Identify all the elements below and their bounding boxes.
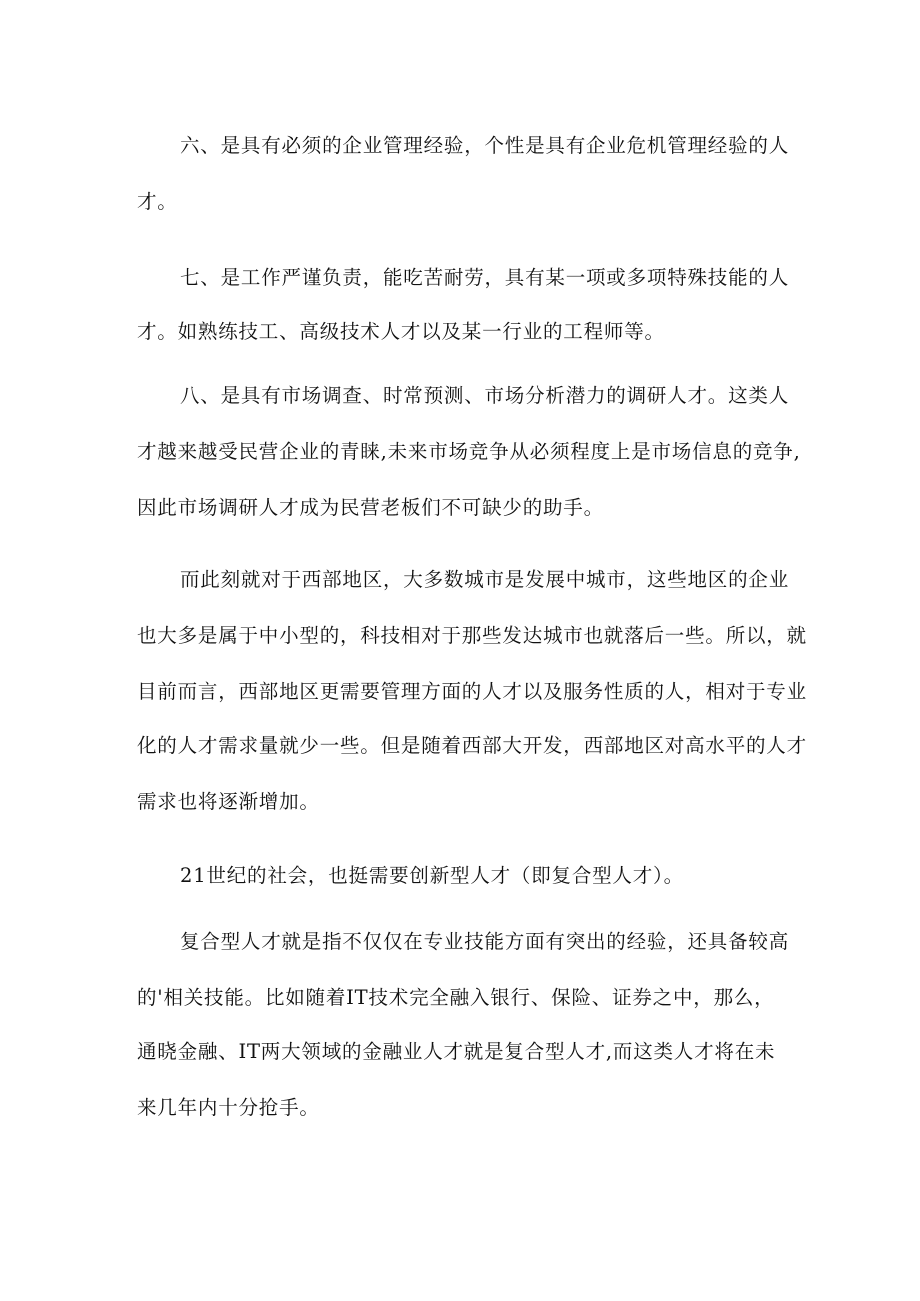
paragraph-line: 来几年内十分抢手。 — [137, 1096, 320, 1119]
paragraph-line: 需求也将逐渐增加。 — [137, 790, 320, 813]
paragraph-line: 21世纪的社会，也挺需要创新型人才（即复合型人才）。 — [180, 864, 684, 887]
paragraph-line: 而此刻就对于西部地区，大多数城市是发展中城市，这些地区的企业 — [180, 568, 790, 591]
paragraph-line: 通晓金融、IT两大领域的金融业人才就是复合型人才,而这类人才将在未 — [137, 1040, 776, 1063]
paragraph-line: 因此市场调研人才成为民营老板们不可缺少的助手。 — [137, 496, 604, 519]
paragraph-line: 才。 — [137, 190, 178, 213]
paragraph-line: 目前而言，西部地区更需要管理方面的人才以及服务性质的人，相对于专业 — [137, 680, 807, 703]
paragraph-line: 才。如熟练技工、高级技术人才以及某一行业的工程师等。 — [137, 320, 665, 343]
paragraph-line: 化的人才需求量就少一些。但是随着西部大开发，西部地区对高水平的人才 — [137, 734, 807, 757]
paragraph-line: 八、是具有市场调查、时常预测、市场分析潜力的调研人才。这类人 — [180, 384, 790, 407]
paragraph-line: 六、是具有必须的企业管理经验，个性是具有企业危机管理经验的人 — [180, 134, 790, 157]
paragraph-line: 的'相关技能。比如随着IT技术完全融入银行、保险、证券之中，那么， — [137, 986, 775, 1009]
paragraph-line: 复合型人才就是指不仅仅在专业技能方面有突出的经验，还具备较高 — [180, 930, 790, 953]
paragraph-line: 才越来越受民营企业的青睐,未来市场竞争从必须程度上是市场信息的竞争, — [137, 440, 801, 463]
paragraph-line: 七、是工作严谨负责，能吃苦耐劳，具有某一项或多项特殊技能的人 — [180, 266, 790, 289]
paragraph-line: 也大多是属于中小型的，科技相对于那些发达城市也就落后一些。所以，就 — [137, 624, 807, 647]
